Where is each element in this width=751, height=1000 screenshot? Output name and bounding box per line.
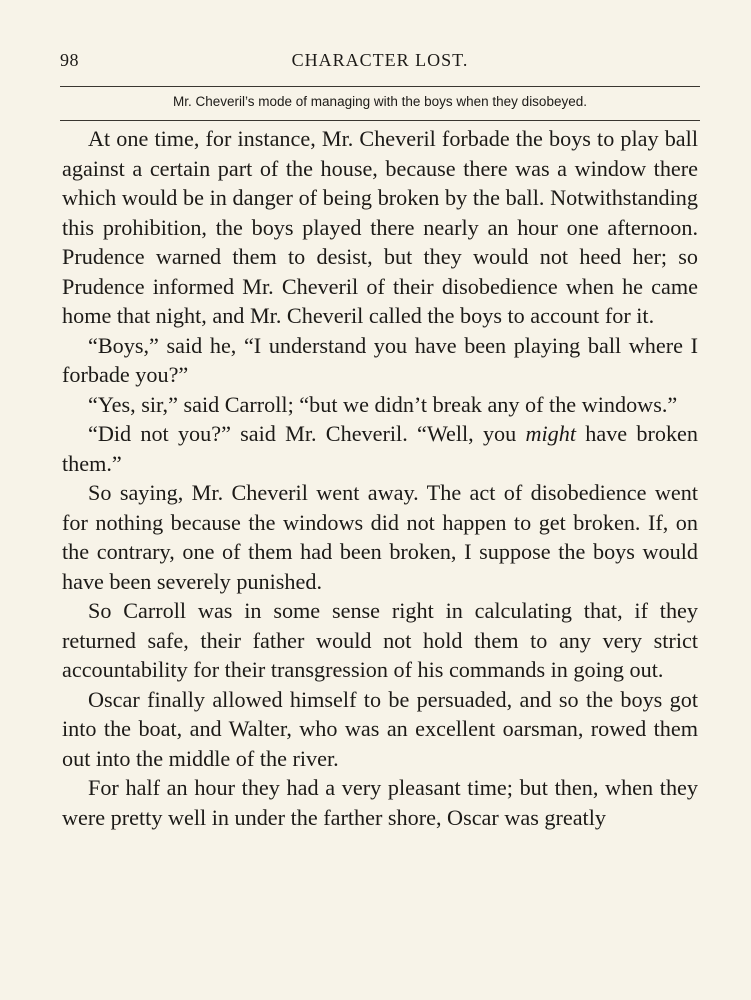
section-subheading: Mr. Cheveril’s mode of managing with the boys when they disobeyed. <box>173 94 587 109</box>
header-rule-top <box>60 86 700 87</box>
paragraph: “Yes, sir,” said Carroll; “but we didn’t break any of the windows.” <box>88 391 678 417</box>
page-number: 98 <box>60 50 79 70</box>
header-rule-bottom <box>60 120 700 121</box>
paragraph: At one time, for instance, Mr. Cheveril forbade the boys to play ball against a certain part of the house, because there was a window there which would be in danger of being broken by the ball. Notwithstanding this prohibition, the boys played there nearly an hour one afternoon. Prudence warned them to desist, but they would not heed her; so Prudence informed Mr. Cheveril of their disobedience when he came home that night, and Mr. Cheveril called the boys to account for it. <box>62 126 698 328</box>
paragraph <box>62 419 698 478</box>
paragraph: Oscar finally allowed himself to be persuaded, and so the boys got into the boat, and Walter, who was an excellent oarsman, rowed them out into the middle of the river. <box>62 686 698 771</box>
paragraph-text: have broken them.” <box>62 421 698 476</box>
paragraph: So Carroll was in some sense right in calculating that, if they returned safe, their father would not hold them to any very strict accountability for their transgression of his commands in going out. <box>62 598 698 682</box>
running-head <box>60 50 700 72</box>
paragraph: So saying, Mr. Cheveril went away. The act of disobedience went for nothing because the windows did not happen to get broken. If, on the contrary, one of them had been broken, I suppose the boys would have been severely punished. <box>62 480 698 594</box>
emphasized-word: might <box>525 421 577 446</box>
running-title: CHARACTER LOST. <box>291 50 469 70</box>
paragraph-text: “Did not you?” said Mr. Cheveril. “Well, you <box>88 421 526 446</box>
paragraph: For half an hour they had a very pleasant time; but then, when they were pretty well in under the farther shore, Oscar was greatly <box>62 775 698 830</box>
paragraph: “Boys,” said he, “I understand you have been playing ball where I forbade you?” <box>62 332 698 387</box>
body-text <box>62 124 698 832</box>
